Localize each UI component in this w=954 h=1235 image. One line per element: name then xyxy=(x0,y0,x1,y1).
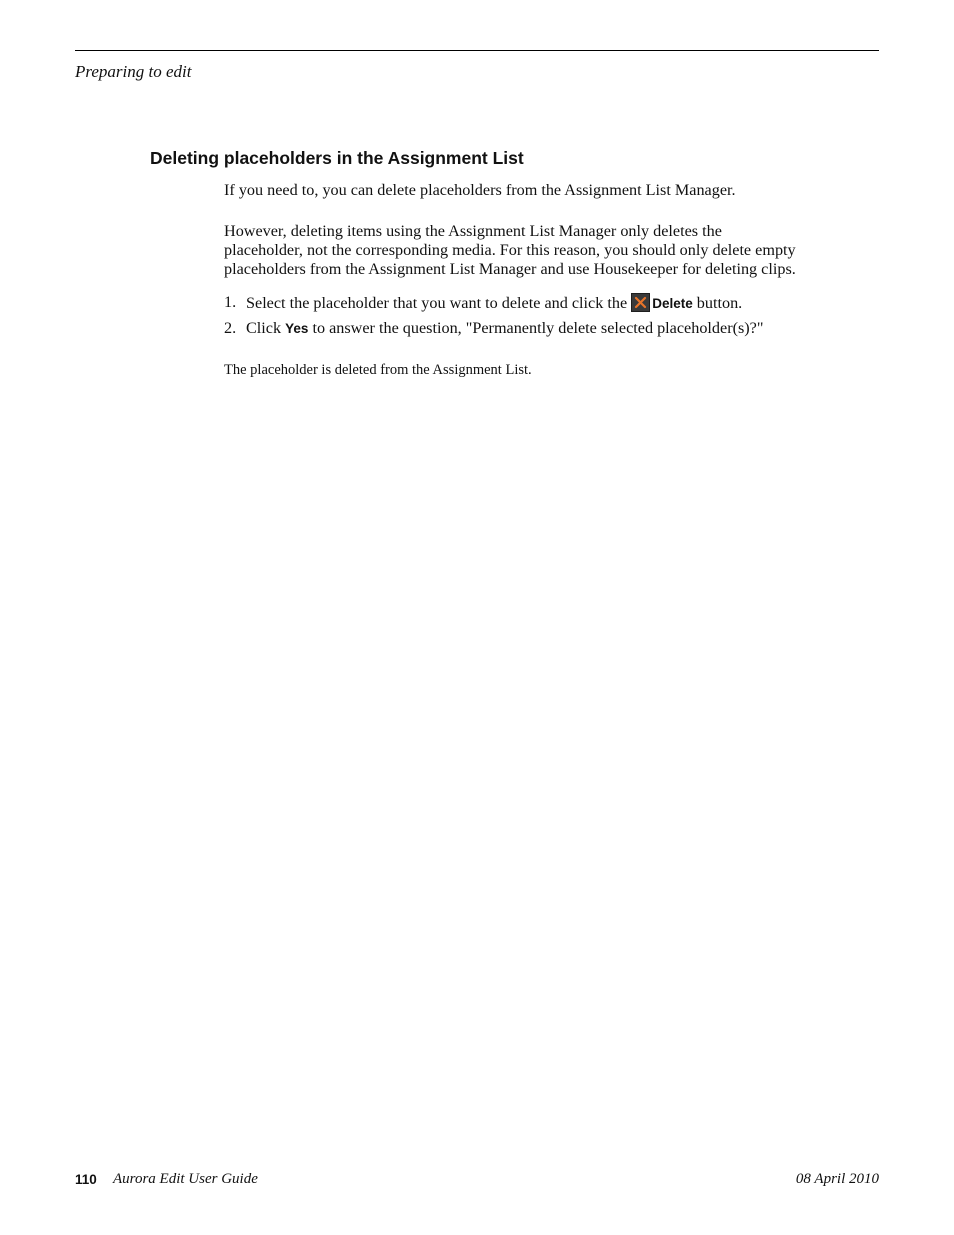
steps-list xyxy=(224,293,804,345)
step-1 xyxy=(224,293,804,319)
step-text-end: button. xyxy=(696,294,743,312)
running-head: Preparing to edit xyxy=(75,62,192,81)
header-rule xyxy=(75,50,879,51)
guide-title: Aurora Edit User Guide xyxy=(113,1171,258,1187)
result-paragraph: The placeholder is deleted from the Assignment List. xyxy=(224,362,532,378)
note-paragraph: However, deleting items using the Assignment List Manager only deletes the placeholder, not the corresponding media. For this reason, you should only delete empty placeholders from the Assignment List Manager and use Housekeeper for deleting clips. xyxy=(224,222,796,278)
section-title: Deleting placeholders in the Assignment List xyxy=(150,148,524,168)
page-footer xyxy=(75,1171,879,1191)
section-body xyxy=(224,181,804,380)
page-number: 110 xyxy=(75,1172,97,1187)
delete-x-icon xyxy=(631,293,650,312)
intro-paragraph: If you need to, you can delete placeholders from the Assignment List Manager. xyxy=(224,181,736,199)
delete-button-label: Delete xyxy=(652,296,693,311)
step-text: Select the placeholder that you want to delete and click the xyxy=(246,294,628,312)
step-number: 2. xyxy=(224,319,237,337)
step-2 xyxy=(224,319,804,345)
step-text-end: to answer the question, "Permanently delete selected placeholder(s)?" xyxy=(312,319,764,337)
step-number: 1. xyxy=(224,293,237,311)
step-text: Click xyxy=(246,319,282,337)
publication-date: 08 April 2010 xyxy=(795,1171,879,1187)
yes-button-label: Yes xyxy=(285,321,309,336)
